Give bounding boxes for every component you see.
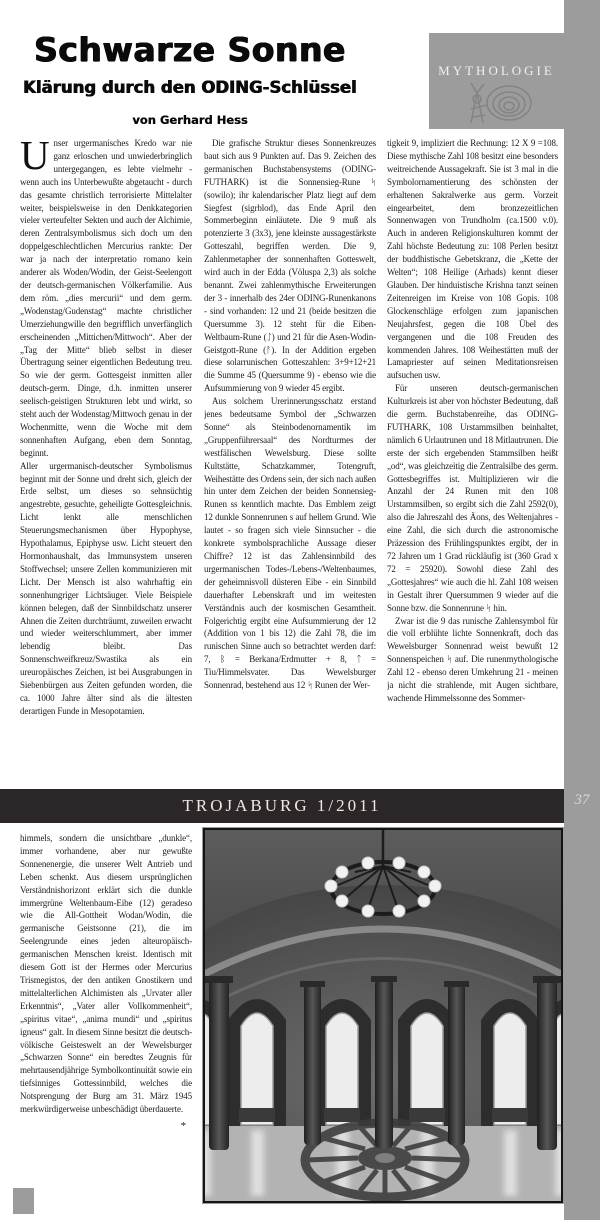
body-paragraph: Aller urgermanisch-deutscher Symbolismus beginnt mit der Sonne und dreht sich, gleich der Erde selbst, um dieses so sehnsüchtig angestrebte, gesuchte, geheiligte Gottesgleichnis. Licht lenkt alle menschlichen Steuerungsmechanismen über Hypophyse, Hypothalamus, Epiphyse usw. Licht steuert den Hormonhaushalt, das Immunsystem unseren Stoffwechsel; unsere Zellen kommunizieren mit Licht. Der Mensch ist also wahrhaftig ein sonnenhungriger Lichtsäuger. Viele Beispiele können belegen, daß der Sinnbildschatz unserer Ahnen die Zeiten durchträumt, zuweilen erwacht und wieder weiterschlummert, aber immer lebendig bleibt. Das Sonnenschweifkreuz/Swastika als ein ureuropäisches Zeichen, ist bei Ausgrabungen in Siebenbürgen aus Zeiten gefunden worden, die ca. 1000 Jahre älter sind als die ältesten derartigen Funde in Mesopotamien. — [20, 460, 192, 716]
body-paragraph: Zwar ist die 9 das runische Zahlensymbol für die voll erblühte lichte Sonnenkraft, doch das Wewelsburger Sonnenrad weist bewußt 12 Sonnenspeichen ᛋ auf. Die runenmythologische Zahl 12 - ebenso deren Umkehrung 21 - meinen ja nicht die strahlende, mit Augen sichtbare, wachende Himmelssonne des Sommer- — [387, 615, 558, 703]
window-arch — [313, 999, 371, 1130]
article-byline: von Gerhard Hess — [132, 113, 248, 127]
article-header — [0, 30, 380, 127]
text-column-3 — [387, 137, 558, 787]
body-paragraph: himmels, sondern die unsichtbare „dunkle“, immer vorhandene, aber nur gewußte Sonnenenergie, die unserer Welt Antrieb und Leben schenkt. Aus diesem ursprünglichen Verständnishorizont erklärt sich die dunkle immergrüne Weltenbaum-Eibe (12) geradeso wie die All-Gottheit Wodan/Wodin, die germanische Geistsonne (21), die im Seelengrunde eines jeden alteuropäisch-germanischen Menschen kreist. Identisch mit diesem Gott ist der Hermes oder Mercurius Trismegistos, der den antiken Gnostikern und mittelalterlichen Alchimisten als „Urvater aller Erkenntnis“, „Vater aller Vollkommenheit“, „spiritus vitae“, „anima mundi“ und „spiritus igneus“ galt. In diesem Sinne besitzt die deutsch-völkische Geisteswelt an der Wewelsburger „Schwarzen Sonne“ ein beredtes Zeugnis für mehrtausendjährige Symbolkontinuität sowie ein tiefsinniges Gottessinnbild, welches die Notsprengung der Burg am 31. März 1945 merkwürdigerweise unbeschädigt überdauerte. — [20, 833, 192, 1115]
corner-decoration — [13, 1188, 34, 1214]
body-paragraph — [20, 137, 192, 460]
paragraph-text: nser urgermanisches Kredo war nie ganz erloschen und unwiederbringlich untergegangen, es lebte vielmehr - wenn auch ins Unterbewußte abgetaucht - durch das gesamte christlich terrorisierte Mittelalter weiter, beispielsweise in den Denkkategorien vieler verteufelter Sekten und auch der Alchimie, deren Zentralsymbolismus sich doch um den doppelgeschlechtlichen Mercurius rankte: Der war ja nach der interpretatio romano kein anderer als Woden/Wodin, der Geist-Seelengott der deutsch-germanischen Völkerfamilie. Aus dem röm. „dies mercurii“ und dem germ. „Wodenstag/Gudenstag“ machte christlicher Umerziehungwille den begrifflich unverfänglich erscheinenden „Mittichen/Mittwoch“. Aber der „Tag der Mitte“ blieb selbst in dieser Übertragung seiner eigentlichen Bedeutung treu. So wie der germ. Gottesgeist inmitten aller deutsch-germ. Dinge, d.h. inmitten unserer seelisch-geistigen Strukturen lebt und wirkt, so steht auch der Wodenstag/Mittwoch genau in der Wochenmitte, wenn die Woche mit dem sonnenhaften Aufgang, eben dem Sonntag, beginnt. — [20, 138, 192, 458]
spiral-ornament-icon — [457, 79, 537, 127]
window-arch — [481, 999, 539, 1130]
drop-cap: U — [20, 137, 50, 178]
page-number: 37 — [574, 792, 590, 808]
wewelsburg-hall-photo — [203, 828, 563, 1203]
journal-title: TROJABURG 1/2011 — [182, 796, 382, 815]
body-paragraph: Aus solchem Urerinnerungsschatz erstand jenes bedeutsame Symbol der „Schwarzen Sonne“ als Steinbodenornamentik im „Gruppenführersaal“ des Nordturmes der westfälischen Wewelsburg. Diese sollte Kultstätte, Schatzkammer, Totengruft, Weihestätte des Ordens sein, der sich nach außen hin unter dem Zeichen der beiden Sonnensieg-Runen ss kenntlich machte. Das Emblem zeigt 12 dunkle Sonnenrunen s auf hellem Grund. Wie lautet - so fragen sich viele Sinnsucher - die konkrete symbolsprachliche Aussage dieser Chiffre? 12 ist das Zahlensinnbild des urgermanischen Todes-/Lebens-/Weltenbaumes, der geheimnisvoll düsteren Eibe - ein Sinnbild dauerhafter Lebenskraft und im weitesten Verständnis auch der kosmischen Gesamtheit. Folgerichtig ergibt eine Aufsummierung der 12 (Addition von 1 bis 12) die Zahl 78, die im runischen Sinne auch so betrachtet werden darf: 7, ᛒ = Berkana/Erdmutter + 8, ᛏ = Tiu/Himmelsvater. Das Wewelsburger Sonnenrad, bestehend aus 12 ᛋ Runen der Wer- — [204, 396, 376, 691]
body-paragraph: Die grafische Struktur dieses Sonnenkreuzes baut sich aus 9 Punkten auf. Das 9. Zeichen des germanischen Buchstabensystems (ODING-FUTHARK) ist die Sonnensieg-Rune ᛋ (sowilo); ihr kalendarischer Platz liegt auf dem Siegfest (sigrblod), das Ende April den Sommerbeginn einläutete. Die 9 muß als potenzierte 3 (3x3), jene kleinste aussagestärkste Gotteszahl, begriffen werden. Die 9, Zahlenmetapher der sonnenhaften Gotteswelt, wird auch in der Edda (Völuspa 2,3) als solche benannt. Zwei zahlenmythische Erweiterungen der 3 - innerhalb des 24er ODING-Runenkanons - sind vorhanden: 12 und 21 (beide besitzen die Quersumme 3). 12 steht für die Eiben-Weltbaum-Rune (ᛇ) und 21 für die Asen-Wodin-Geistgott-Rune (ᚨ). In der Addition ergeben diese solarrunischen Gotteszahlen: 3+9+12+21 die Summe 45 (Quersumme 9) - ebenso wie die Aufsummierung von 9 wieder 45 ergibt. — [204, 138, 376, 394]
text-column-4 — [20, 832, 192, 1202]
hall-photo-illustration — [205, 830, 561, 1201]
text-column-2 — [204, 137, 376, 787]
body-paragraph: Für unseren deutsch-germanischen Kulturkreis ist aber von höchster Bedeutung, daß die germ. Buchstabenreihe, das ODING-FUTHARK, 108 Urstammsilben beinhaltet, nämlich 6 Urlautrunen und 18 Mitlautrunen. Die erste der sich ergebenden Stammsilben heißt „od“, was gleichzeitig die Zentralsilbe des germ. Gottesbegriffes ist. Multiplizieren wir die Anzahl der 24 Runen mit den 108 Urstammsilben, so ergibt sich die Zahl 2592(0), also die Jahreszahl des Äons, des Weltenjahres - eine Zahl, die sich durch die astronomische Präzession des Frühlingspunktes ergibt, der in 72 Jahren um 1 Grad rückläufig ist (360 Grad x 72 = 25920). Sowohl diese Zahl des „Gottesjahres“ wie auch die hl. Zahl 108 weisen in Gestalt ihrer Quersummen 9 wieder auf die Sonne bzw. die Sonnenrune ᛋ hin. — [387, 383, 558, 613]
text-column-1 — [20, 137, 192, 787]
page-title: Schwarze Sonne — [34, 30, 346, 69]
body-paragraph: tigkeit 9, impliziert die Rechnung: 12 X 9 =108. Diese mythische Zahl 108 besitzt eine besonders weitreichende Aussagekraft. Sie ist 3 mal in die Symbolornamentierung des schönsten der erhaltenen Sakralwerke aus germ. Vorzeit eingearbeitet, dem bronzezeitlichen Sonnenwagen von Trundholm (ca.1500 v.0). Auch in anderen Religionskulturen kommt der Zahl höchste Bedeutung zu: 108 Perlen besitzt der buddhistische Gebetskranz, die „Kette der Welten“; 108 Heilige (Arhads) kennt dieser Glauben. Der hinduistische Krishna tanzt seinen Zeitenreigen im Kreise von 108 Gopis. 108 Glockenschläge erfolgen zum japanischen Neujahrsfest, gegen die 108 Übel des vergangenen und die 108 Freuden des kommenden Jahres. 108 Weihestätten muß der Lamapriester auf seinen Meditationsreisen aufsuchen usw. — [387, 138, 558, 381]
window-arch — [398, 999, 456, 1130]
article-subtitle: Klärung durch den ODING-Schlüssel — [23, 78, 357, 97]
footnote-asterisk: * — [180, 1119, 186, 1132]
category-label: MYTHOLOGIE — [438, 63, 555, 78]
journal-band — [0, 789, 564, 823]
window-arch — [228, 999, 286, 1130]
sidebar-strip — [564, 0, 600, 1220]
category-tab — [429, 33, 564, 129]
